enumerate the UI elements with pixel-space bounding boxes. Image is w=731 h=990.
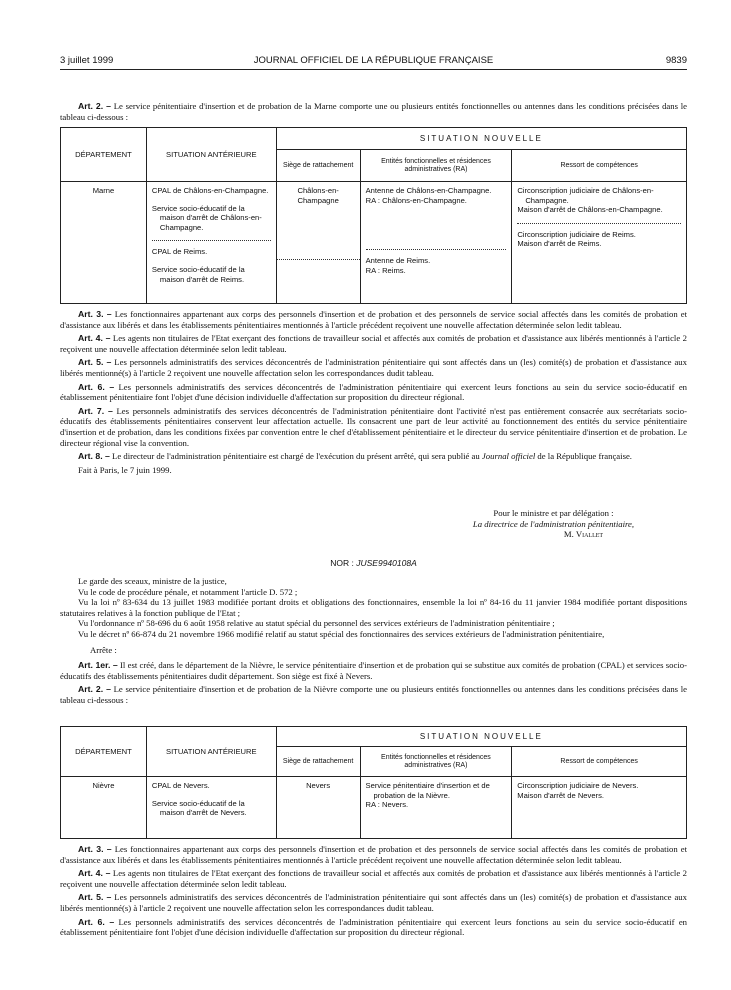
table-cell-ressort: [512, 182, 687, 304]
cell-line: CPAL de Nevers.: [151, 781, 210, 790]
cell-line: CPAL de Châlons-en-Champagne.: [151, 186, 269, 195]
marne-art2: [60, 101, 687, 122]
col-situation-nouvelle: SITUATION NOUVELLE: [276, 727, 686, 747]
article-8: Art. 8. – Le directeur de l'administration pénitentiaire est chargé de l'exécution du présent arrêté, qui sera publié au Journal officiel de la République française.: [78, 451, 632, 462]
intro-line: Le garde des sceaux, ministre de la justice,: [78, 576, 227, 586]
cell-line: Service socio-éducatif de la maison d'arrêt de Châlons-en-Champagne.: [151, 203, 262, 232]
table-cell-anterieure: [146, 182, 276, 304]
article: Art. 5. – Les personnels administratifs des services déconcentrés de l'administration pénitentiaire qui sont affectés dans un (les) comité(s) de probation et d'assistance aux libérés mentionné(s) à l'article 2 reçoivent une nouvelle affectation selon les correspondances dudit tableau.: [60, 357, 687, 378]
cell-line: Service socio-éducatif de la maison d'arrêt de Nevers.: [151, 798, 247, 818]
article: Art. 3. – Les fonctionnaires appartenant aux corps des personnels d'insertion et de probation et des personnels de service social affectés dans les comités de probation et d'assistance aux libérés et dans les établissements pénitentiaires mentionnés à l'article précédent reçoivent une nouvelle affectation déterminée selon ledit tableau.: [60, 844, 687, 865]
cell-line: Châlons-en-Champagne: [297, 186, 339, 205]
signature-block: [420, 508, 687, 540]
nievre-intro: [0, 576, 731, 706]
nievre-articles: [0, 844, 731, 938]
arrete: Arrête :: [90, 644, 117, 655]
col-departement: DÉPARTEMENT: [61, 727, 147, 777]
cell-line: Circonscription judiciaire de Nevers.: [517, 781, 639, 790]
article: Art. 4. – Les agents non titulaires de l'Etat exerçant des fonctions de travailleur social et affectés aux comités de probation et d'assistance aux libérés mentionnés à l'article 2 reçoivent une nouvelle affectation déterminée selon ledit tableau.: [60, 333, 687, 354]
cell-line: Maison d'arrêt de Châlons-en-Champagne.: [517, 205, 663, 215]
col-situation-anterieure: SITUATION ANTÉRIEURE: [146, 128, 276, 182]
article: Art. 6. – Les personnels administratifs des services déconcentrés de l'administration pénitentiaire qui exercent leurs fonctions au sein du service socio-éducatif en établissement pénitentiaire font l'objet d'une décision individuelle d'affectation sur proposition du directeur régional.: [60, 916, 688, 938]
cell-line: Maison d'arrêt de Reims.: [517, 239, 602, 249]
header-date: 3 juillet 1999: [60, 55, 114, 66]
cell-line: Service pénitentiaire d'insertion et de probation de la Nièvre.: [365, 781, 490, 800]
col-entites: Entités fonctionnelles et résidences administratives (RA): [360, 150, 512, 182]
cell-line: RA : Châlons-en-Champagne.: [365, 195, 467, 205]
page-header: [60, 55, 687, 70]
col-siege: Siège de rattachement: [276, 150, 360, 182]
table-cell-entites: [360, 777, 512, 839]
col-situation-anterieure: SITUATION ANTÉRIEURE: [146, 727, 276, 777]
intro-line: Vu le décret nº 66-874 du 21 novembre 1966 modifié relatif au statut spécial des fonctionnaires des services extérieurs de l'administration pénitentiaire,: [78, 628, 605, 639]
cell-line: RA : Nevers.: [365, 800, 409, 810]
cell-line: CPAL de Reims.: [151, 247, 208, 257]
table-cell-anterieure: [146, 777, 276, 839]
cell-line: Circonscription judiciaire de Reims.: [517, 229, 636, 239]
nievre-art1: Art. 1er. – Il est créé, dans le département de la Nièvre, le service pénitentiaire d'insertion et de probation qui se substitue aux comités de probation (CPAL) et services socio-éducatifs des établissements pénitentiaires dudit département. Son siège est fixé à Nevers.: [60, 660, 687, 681]
article-label: Art. 2. –: [78, 101, 111, 111]
nievre-art2: Art. 2. – Le service pénitentiaire d'insertion et de probation de la Nièvre comporte une ou plusieurs entités fonctionnelles ou antennes dans les conditions précisées dans le tableau ci-dessous :: [60, 684, 688, 705]
cell-line: Antenne de Reims.: [365, 256, 431, 266]
intro-line: Vu la loi nº 83-634 du 13 juillet 1983 modifiée portant droits et obligations des fonctionnaires, ensemble la loi nº 84-16 du 11 janvier 1984 modifiée portant dispositions statutaires relatives à la fonction publique de l'Etat ;: [60, 597, 687, 618]
marne-table: [60, 127, 687, 304]
col-ressort: Ressort de compétences: [512, 747, 687, 777]
table-cell-entites: [360, 182, 512, 304]
signature-name: M. Viallet: [563, 529, 604, 540]
table-cell-siege: Nevers: [276, 777, 360, 839]
article-text: Le service pénitentiaire d'insertion et de probation de la Marne comporte une ou plusieurs entités fonctionnelles ou antennes dans les conditions précisées dans le tableau ci-dessous :: [60, 101, 688, 122]
article: Art. 7. – Les personnels administratifs des services déconcentrés de l'administration pénitentiaire dont l'activité n'est pas entièrement consacrée aux secrétariats socio-éducatifs des établissements pénitentiaires conservent leur affectation actuelle. Ils consacrent une part de leur activité au fonctionnement des entités du service pénitentiaire d'insertion et de probation, dans les conditions fixées par convention entre le chef d'établissement pénitentiaire et le directeur du service pénitentiaire d'insertion et de probation. Le directeur régional vise la convention.: [60, 405, 688, 448]
col-departement: DÉPARTEMENT: [61, 128, 147, 182]
article: Art. 6. – Les personnels administratifs des services déconcentrés de l'administration pénitentiaire qui exercent leurs fonctions au sein du service socio-éducatif en établissement pénitentiaire font l'objet d'une décision individuelle d'affectation sur proposition du directeur régional.: [60, 381, 688, 403]
article: Art. 4. – Les agents non titulaires de l'Etat exerçant des fonctions de travailleur social et affectés aux comités de probation et d'assistance aux libérés mentionnés à l'article 2 reçoivent une nouvelle affectation déterminée selon ledit tableau.: [60, 868, 687, 889]
col-ressort: Ressort de compétences: [512, 150, 687, 182]
intro-line: Vu l'ordonnance nº 58-696 du 6 août 1958 relative au statut spécial du personnel des services extérieurs de l'administration pénitentiaire ;: [78, 618, 555, 629]
fait-a-paris: Fait à Paris, le 7 juin 1999.: [78, 464, 172, 475]
signature-title: La directrice de l'administration pénitentiaire,: [472, 518, 635, 529]
journal-title: JOURNAL OFFICIEL DE LA RÉPUBLIQUE FRANÇAISE: [253, 55, 494, 66]
cell-line: Antenne de Châlons-en-Champagne.: [365, 186, 492, 195]
cell-line: Circonscription judiciaire de Châlons-en-Champagne.: [517, 186, 654, 205]
signature-line: Pour le ministre et par délégation :: [493, 508, 614, 518]
table-cell-departement: Marne: [61, 182, 147, 304]
cell-line: RA : Reims.: [365, 265, 406, 275]
intro-line: Vu le code de procédure pénale, et notamment l'article D. 572 ;: [78, 586, 298, 597]
nievre-table: [60, 726, 687, 839]
col-siege: Siège de rattachement: [276, 747, 360, 777]
article: Art. 5. – Les personnels administratifs des services déconcentrés de l'administration pénitentiaire qui sont affectés dans un (les) comité(s) de probation et d'assistance aux libérés mentionné(s) à l'article 2 reçoivent une nouvelle affectation selon les correspondances dudit tableau.: [60, 892, 687, 913]
col-entites: Entités fonctionnelles et résidences administratives (RA): [360, 747, 512, 777]
cell-line: Maison d'arrêt de Nevers.: [517, 790, 604, 800]
col-situation-nouvelle: SITUATION NOUVELLE: [276, 128, 686, 150]
cell-line: Service socio-éducatif de la maison d'arrêt de Reims.: [151, 264, 245, 284]
nor-reference: NOR : JUSE9940108A: [330, 558, 417, 568]
table-cell-siege: [276, 182, 360, 304]
page-number: 9839: [665, 55, 687, 66]
table-cell-departement: Nièvre: [61, 777, 147, 839]
table-cell-ressort: [512, 777, 687, 839]
article: Art. 3. – Les fonctionnaires appartenant aux corps des personnels d'insertion et de probation et des personnels de service social affectés dans les comités de probation et d'assistance aux libérés et dans les établissements pénitentiaires mentionnés à l'article précédent reçoivent une nouvelle affectation déterminée selon ledit tableau.: [60, 309, 687, 330]
marne-articles: [0, 309, 731, 475]
